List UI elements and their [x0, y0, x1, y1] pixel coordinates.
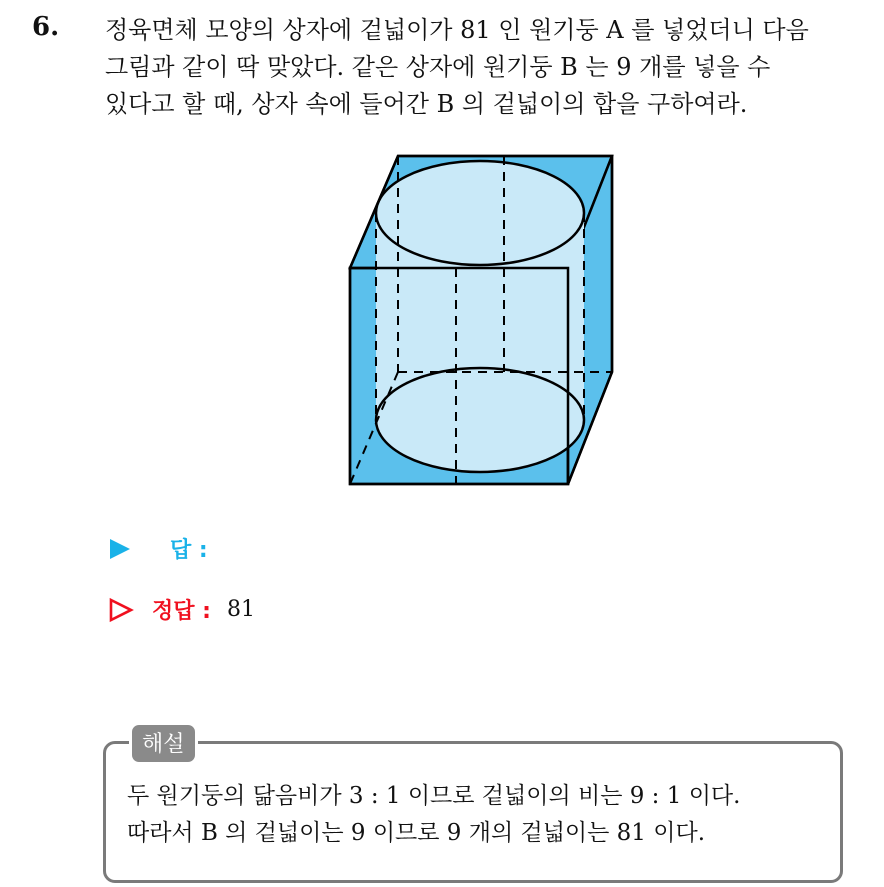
- answer-label: 답 :: [170, 538, 208, 563]
- question-line: 정육면체 모양의 상자에 겉넓이가 81 인 원기둥 A 를 넣었더니 다음: [105, 16, 809, 44]
- explanation-text: [127, 778, 740, 852]
- correct-answer-value: 81: [226, 597, 255, 622]
- correct-answer-label: 정답 :: [152, 599, 211, 624]
- question-number: 6.: [32, 12, 60, 42]
- explanation-line: 따라서 B 의 겉넓이는 9 이므로 9 개의 겉넓이는 81 이다.: [127, 820, 705, 846]
- cylinder-top: [376, 161, 584, 265]
- question-text: [105, 12, 875, 123]
- explanation-line: 두 원기둥의 닮음비가 3 : 1 이므로 겉넓이의 비는 9 : 1 이다.: [127, 783, 741, 809]
- cube-cylinder-figure: [340, 148, 620, 488]
- cylinder-bottom: [376, 368, 584, 472]
- play-outline-icon: [108, 597, 134, 623]
- play-icon: [108, 537, 132, 561]
- correct-answer-row: [108, 594, 255, 625]
- explanation-tag: 해설: [129, 722, 198, 765]
- question-line: 그림과 같이 딱 맞았다. 같은 상자에 원기둥 B 는 9 개를 넣을 수: [105, 53, 771, 81]
- answer-row: [108, 533, 208, 564]
- question-line: 있다고 할 때, 상자 속에 들어간 B 의 겉넓이의 합을 구하여라.: [105, 90, 748, 118]
